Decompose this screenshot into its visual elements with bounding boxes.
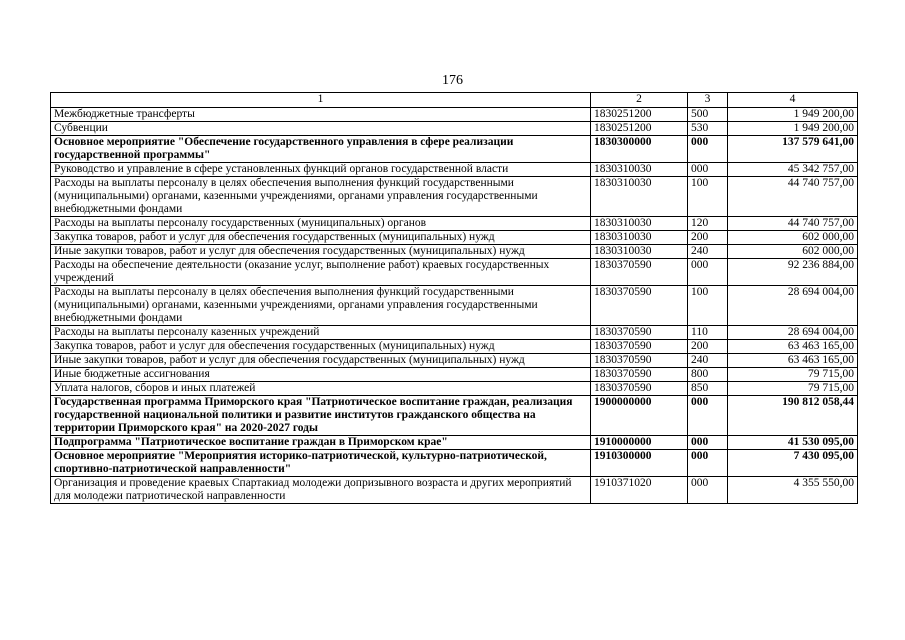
row-code-cell: 1830310030 <box>591 163 688 177</box>
table-row <box>51 450 858 477</box>
row-name-cell: Закупка товаров, работ и услуг для обеспечения государственных (муниципальных) нужд <box>51 340 591 354</box>
row-name-cell: Основное мероприятие "Обеспечение государственного управления в сфере реализации государственной программы" <box>51 136 591 163</box>
row-amount-cell: 28 694 004,00 <box>728 326 858 340</box>
row-amount-cell: 28 694 004,00 <box>728 286 858 326</box>
row-code-cell: 1830370590 <box>591 382 688 396</box>
row-type-cell: 000 <box>688 163 728 177</box>
row-name-cell: Расходы на выплаты персоналу в целях обеспечения выполнения функций государственными (муниципальными) органами, казенными учреждениями, органами управления государственными внебюджетными фондами <box>51 177 591 217</box>
row-code-cell: 1910000000 <box>591 436 688 450</box>
row-type-cell: 100 <box>688 286 728 326</box>
row-amount-cell: 190 812 058,44 <box>728 396 858 436</box>
row-name-cell: Расходы на выплаты персоналу государственных (муниципальных) органов <box>51 217 591 231</box>
table-row <box>51 436 858 450</box>
row-code-cell: 1830310030 <box>591 217 688 231</box>
column-header-4: 4 <box>728 93 858 108</box>
row-amount-cell: 63 463 165,00 <box>728 354 858 368</box>
table-row <box>51 368 858 382</box>
row-code-cell: 1830300000 <box>591 136 688 163</box>
row-code-cell: 1830310030 <box>591 231 688 245</box>
row-type-cell: 500 <box>688 108 728 122</box>
row-amount-cell: 45 342 757,00 <box>728 163 858 177</box>
row-name-cell: Основное мероприятие "Мероприятия историко-патриотической, культурно-патриотической, спортивно-патриотической направленности" <box>51 450 591 477</box>
table-row <box>51 231 858 245</box>
row-type-cell: 000 <box>688 477 728 504</box>
row-amount-cell: 1 949 200,00 <box>728 108 858 122</box>
row-amount-cell: 41 530 095,00 <box>728 436 858 450</box>
table-row <box>51 122 858 136</box>
row-code-cell: 1830370590 <box>591 259 688 286</box>
row-type-cell: 800 <box>688 368 728 382</box>
row-amount-cell: 137 579 641,00 <box>728 136 858 163</box>
table-row <box>51 259 858 286</box>
row-name-cell: Подпрограмма "Патриотическое воспитание граждан в Приморском крае" <box>51 436 591 450</box>
budget-table <box>50 92 858 504</box>
table-header-row <box>51 93 858 108</box>
row-code-cell: 1830251200 <box>591 108 688 122</box>
row-type-cell: 100 <box>688 177 728 217</box>
row-name-cell: Руководство и управление в сфере установленных функций органов государственной власти <box>51 163 591 177</box>
table-row <box>51 354 858 368</box>
row-amount-cell: 1 949 200,00 <box>728 122 858 136</box>
column-header-2: 2 <box>591 93 688 108</box>
row-amount-cell: 7 430 095,00 <box>728 450 858 477</box>
column-header-1: 1 <box>51 93 591 108</box>
row-type-cell: 000 <box>688 396 728 436</box>
row-name-cell: Расходы на выплаты персоналу в целях обеспечения выполнения функций государственными (муниципальными) органами, казенными учреждениями, органами управления государственными внебюджетными фондами <box>51 286 591 326</box>
row-code-cell: 1910371020 <box>591 477 688 504</box>
row-amount-cell: 4 355 550,00 <box>728 477 858 504</box>
row-code-cell: 1830370590 <box>591 286 688 326</box>
table-row <box>51 108 858 122</box>
row-type-cell: 120 <box>688 217 728 231</box>
row-name-cell: Межбюджетные трансферты <box>51 108 591 122</box>
row-amount-cell: 79 715,00 <box>728 368 858 382</box>
row-name-cell: Расходы на обеспечение деятельности (оказание услуг, выполнение работ) краевых государственных учреждений <box>51 259 591 286</box>
row-amount-cell: 602 000,00 <box>728 245 858 259</box>
table-row <box>51 340 858 354</box>
table-row <box>51 136 858 163</box>
row-amount-cell: 44 740 757,00 <box>728 217 858 231</box>
row-type-cell: 240 <box>688 245 728 259</box>
table-row <box>51 245 858 259</box>
row-name-cell: Иные закупки товаров, работ и услуг для обеспечения государственных (муниципальных) нужд <box>51 354 591 368</box>
row-type-cell: 000 <box>688 436 728 450</box>
row-type-cell: 000 <box>688 136 728 163</box>
row-type-cell: 530 <box>688 122 728 136</box>
row-type-cell: 000 <box>688 450 728 477</box>
table-row <box>51 217 858 231</box>
row-code-cell: 1830370590 <box>591 326 688 340</box>
row-code-cell: 1830370590 <box>591 340 688 354</box>
row-code-cell: 1900000000 <box>591 396 688 436</box>
row-type-cell: 200 <box>688 340 728 354</box>
row-name-cell: Уплата налогов, сборов и иных платежей <box>51 382 591 396</box>
row-amount-cell: 602 000,00 <box>728 231 858 245</box>
table-row <box>51 163 858 177</box>
row-amount-cell: 79 715,00 <box>728 382 858 396</box>
table-row <box>51 396 858 436</box>
row-type-cell: 200 <box>688 231 728 245</box>
row-type-cell: 000 <box>688 259 728 286</box>
table-row <box>51 286 858 326</box>
table-row <box>51 382 858 396</box>
row-name-cell: Организация и проведение краевых Спартакиад молодежи допризывного возраста и других мероприятий для молодежи патриотической направленности <box>51 477 591 504</box>
row-name-cell: Субвенции <box>51 122 591 136</box>
row-name-cell: Иные закупки товаров, работ и услуг для обеспечения государственных (муниципальных) нужд <box>51 245 591 259</box>
row-code-cell: 1830310030 <box>591 177 688 217</box>
row-code-cell: 1830251200 <box>591 122 688 136</box>
row-amount-cell: 63 463 165,00 <box>728 340 858 354</box>
row-amount-cell: 44 740 757,00 <box>728 177 858 217</box>
row-code-cell: 1830310030 <box>591 245 688 259</box>
table-row <box>51 477 858 504</box>
row-name-cell: Расходы на выплаты персоналу казенных учреждений <box>51 326 591 340</box>
row-name-cell: Иные бюджетные ассигнования <box>51 368 591 382</box>
row-name-cell: Государственная программа Приморского края "Патриотическое воспитание граждан, реализация государственной национальной политики и развитие институтов гражданского общества на территории Приморского края" на 2020-2027 годы <box>51 396 591 436</box>
row-code-cell: 1830370590 <box>591 368 688 382</box>
table-row <box>51 177 858 217</box>
column-header-3: 3 <box>688 93 728 108</box>
row-code-cell: 1830370590 <box>591 354 688 368</box>
page-number: 176 <box>442 73 463 88</box>
row-type-cell: 850 <box>688 382 728 396</box>
row-code-cell: 1910300000 <box>591 450 688 477</box>
row-type-cell: 240 <box>688 354 728 368</box>
table-row <box>51 326 858 340</box>
row-name-cell: Закупка товаров, работ и услуг для обеспечения государственных (муниципальных) нужд <box>51 231 591 245</box>
row-amount-cell: 92 236 884,00 <box>728 259 858 286</box>
row-type-cell: 110 <box>688 326 728 340</box>
